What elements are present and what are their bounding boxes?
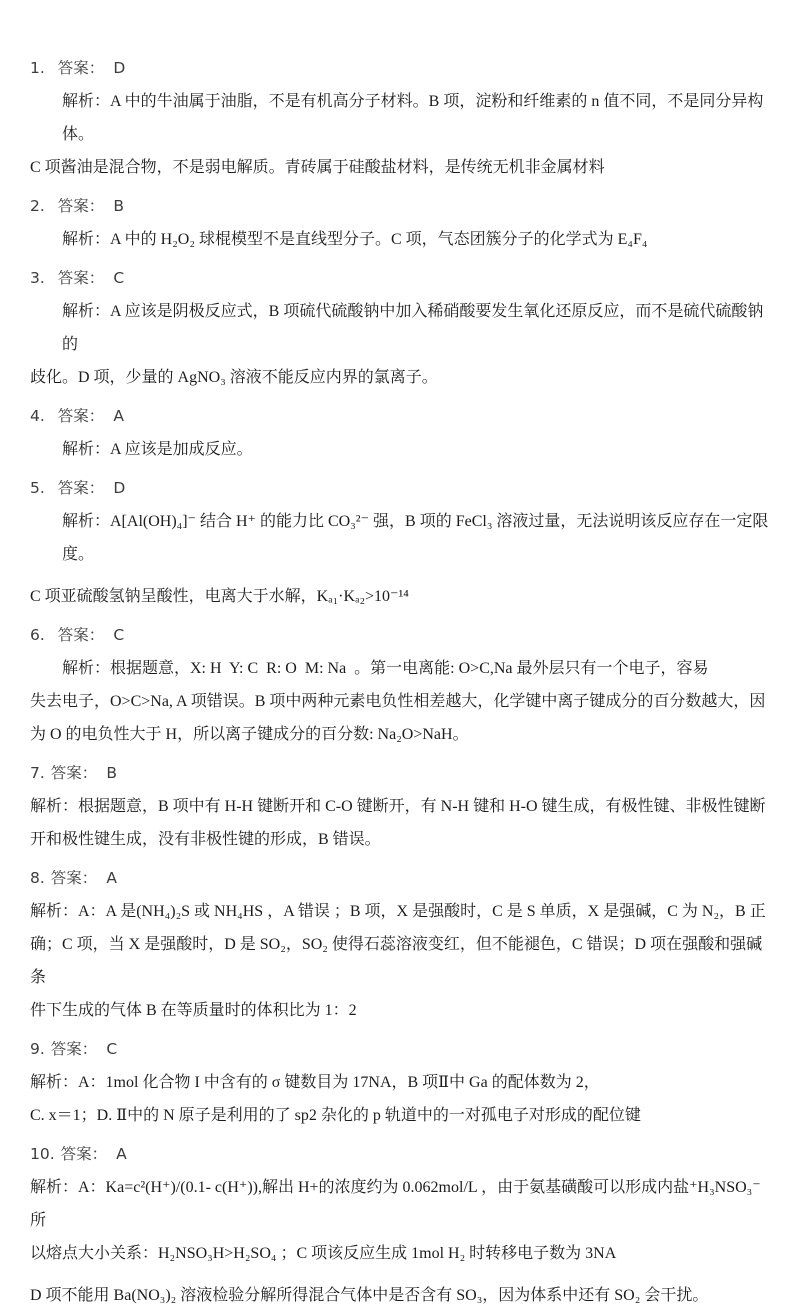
item-number: 10. [30, 1145, 55, 1163]
answer-value: B [113, 197, 125, 215]
answer-label: 答案： [57, 626, 105, 644]
answer-line [30, 262, 772, 295]
answer-line [30, 472, 772, 505]
answer-value: C [106, 1040, 118, 1058]
answer-item-5 [30, 472, 772, 613]
item-number: 5. [30, 479, 45, 497]
answer-value: D [113, 59, 126, 77]
answer-item-7 [30, 757, 772, 856]
item-number: 4. [30, 407, 45, 425]
answer-label: 答案： [57, 59, 105, 77]
answer-value: C [113, 269, 125, 287]
answer-item-10 [30, 1138, 772, 1312]
analysis-line: 失去电子，O>C>Na, A 项错误。B 项中两种元素电负性相差越大，化学键中离子键成分的百分数越大，因 [30, 693, 766, 710]
item-number: 6. [30, 626, 45, 644]
item-number: 2. [30, 197, 45, 215]
answer-item-4 [30, 400, 772, 466]
analysis-line: 解析：A 应该是阴极反应式，B 项硫代硫酸钠中加入稀硝酸要发生氧化还原反应，而不是硫代硫酸钠的 [62, 303, 764, 353]
analysis-line: C 项酱油是混合物，不是弱电解质。青砖属于硅酸盐材料，是传统无机非金属材料 [30, 159, 605, 176]
answer-label: 答案： [50, 764, 98, 782]
answer-value: A [113, 407, 125, 425]
answer-label: 答案： [57, 269, 105, 287]
analysis-line: 解析：A 中的 H₂O₂ 球棍模型不是直线型分子。C 项，气态团簇分子的化学式为 E₄F₄ [62, 231, 648, 248]
analysis-line: D 项不能用 Ba(NO₃)₂ 溶液检验分解所得混合气体中是否含有 SO₃，因为体系中还有 SO₂ 会干扰。 [30, 1287, 709, 1304]
analysis-line: 解析：A 应该是加成反应。 [62, 441, 253, 458]
answer-value: D [113, 479, 126, 497]
analysis-line: 解析：A：A 是(NH₄)₂S 或 NH₄HS ，A 错误 ；B 项，X 是强酸时，C 是 S 单质，X 是强碱，C 为 N₂，B 正 [30, 903, 766, 920]
analysis-line: 解析：根据题意，B 项中有 H-H 键断开和 C-O 键断开，有 N-H 键和 H-O 键生成，有极性键、非极性键断 [30, 798, 766, 815]
answer-label: 答案： [57, 407, 105, 425]
answer-item-3 [30, 262, 772, 394]
answer-label: 答案： [50, 869, 98, 887]
answer-line [30, 619, 772, 652]
answer-value: C [113, 626, 125, 644]
item-number: 1. [30, 59, 45, 77]
answer-value: A [116, 1145, 128, 1163]
answer-line [30, 862, 772, 895]
answer-item-8 [30, 862, 772, 1027]
item-number: 8. [30, 869, 45, 887]
answer-label: 答案： [57, 197, 105, 215]
analysis-line: C 项亚硫酸氢钠呈酸性，电离大于水解，Kₐ₁·Kₐ₂>10⁻¹⁴ [30, 588, 409, 605]
analysis-line: 以熔点大小关系：H₂NSO₃H>H₂SO₄ ；C 项该反应生成 1mol H₂ 时转移电子数为 3NA [30, 1245, 617, 1262]
analysis-line: 解析：A：Ka=c²(H⁺)/(0.1- c(H⁺)),解出 H+的浓度约为 0.062mol/L ，由于氨基磺酸可以形成内盐⁺H₃NSO₃⁻所 [30, 1179, 761, 1229]
answer-line [30, 757, 772, 790]
item-number: 9. [30, 1040, 45, 1058]
analysis-line: 解析：A 中的牛油属于油脂，不是有机高分子材料。B 项，淀粉和纤维素的 n 值不同，不是同分异构体。 [62, 93, 764, 143]
answer-value: A [106, 869, 118, 887]
item-number: 7. [30, 764, 45, 782]
answer-line [30, 190, 772, 223]
analysis-line: 开和极性键生成，没有非极性键的形成，B 错误。 [30, 831, 381, 848]
analysis-line: 确；C 项，当 X 是强酸时，D 是 SO₂，SO₂ 使得石蕊溶液变红，但不能褪色，C 错误；D 项在强酸和强碱条 [30, 936, 763, 986]
analysis-line: 解析：A：1mol 化合物 I 中含有的 σ 键数目为 17NA，B 项Ⅱ中 Ga 的配体数为 2， [30, 1074, 600, 1091]
answer-item-1 [30, 52, 772, 184]
answer-item-2 [30, 190, 772, 256]
answer-line [30, 52, 772, 85]
answer-label: 答案： [60, 1145, 108, 1163]
analysis-line: C. x＝1；D. Ⅱ中的 N 原子是利用的了 sp2 杂化的 p 轨道中的一对孤电子对形成的配位键 [30, 1107, 641, 1124]
answer-label: 答案： [50, 1040, 98, 1058]
answer-label: 答案： [57, 479, 105, 497]
answer-line [30, 1138, 772, 1171]
analysis-line: 歧化。D 项，少量的 AgNO₃ 溶液不能反应内界的氯离子。 [30, 369, 438, 386]
analysis-line: 件下生成的气体 B 在等质量时的体积比为 1：2 [30, 1002, 357, 1019]
analysis-line: 解析：A[Al(OH)₄]⁻ 结合 H⁺ 的能力比 CO₃²⁻ 强，B 项的 FeCl₃ 溶液过量，无法说明该反应存在一定限度。 [62, 513, 769, 563]
analysis-line: 解析：根据题意，X: H Y: C R: O M: Na 。第一电离能: O>C,Na 最外层只有一个电子，容易 [62, 660, 709, 677]
answer-value: B [106, 764, 118, 782]
answer-line [30, 1033, 772, 1066]
answer-item-9 [30, 1033, 772, 1132]
answer-line [30, 400, 772, 433]
item-number: 3. [30, 269, 45, 287]
answer-item-6 [30, 619, 772, 751]
analysis-line: 为 O 的电负性大于 H，所以离子键成分的百分数: Na₂O>NaH。 [30, 726, 469, 743]
